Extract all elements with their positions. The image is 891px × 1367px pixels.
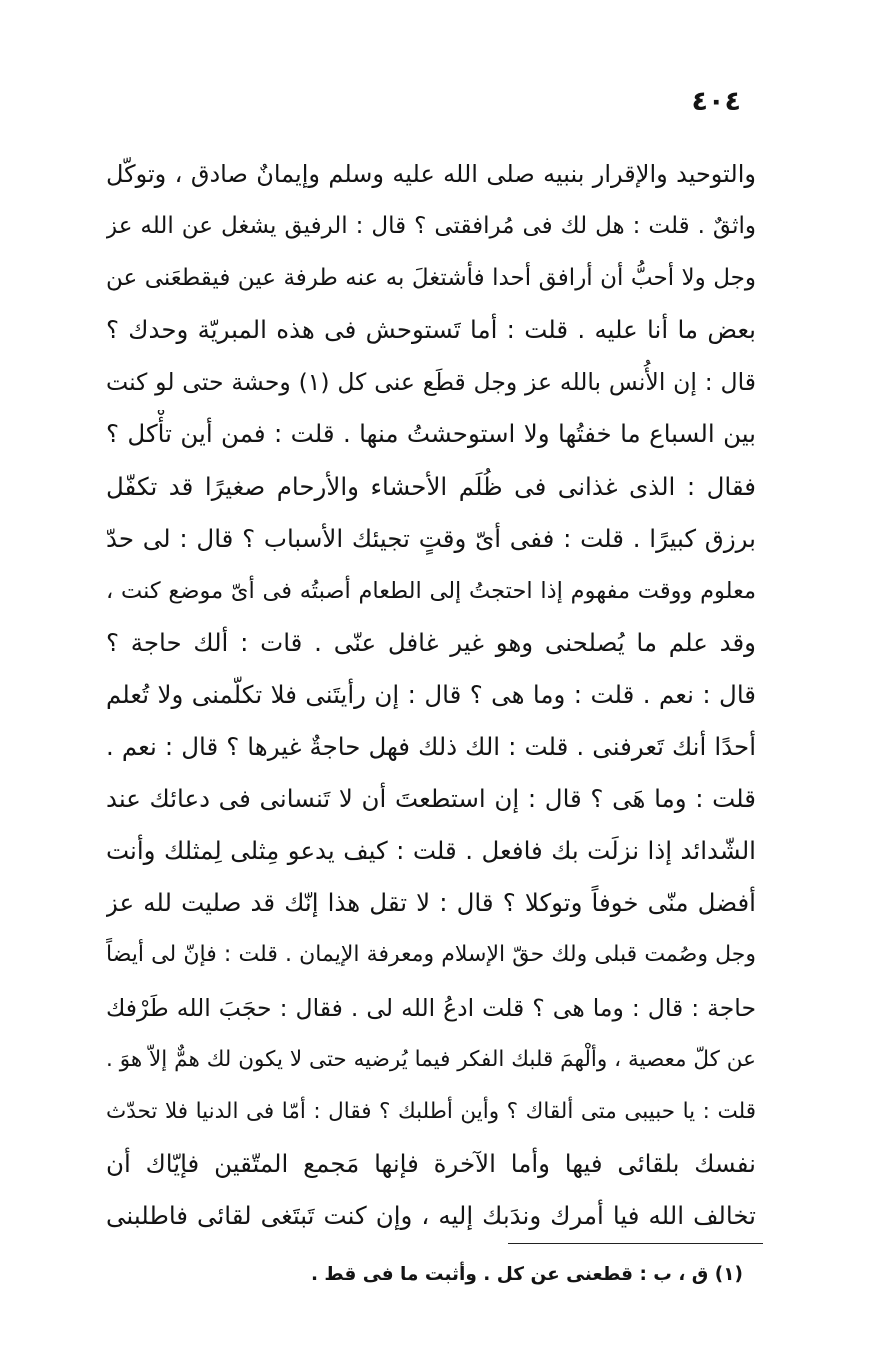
text-line: وجل وصُمت قبلى ولك حقّ الإسلام ومعرفة الإيمان . قلت : فإنّ لى أيضاً [106,942,756,968]
footnote-rule [508,1243,763,1244]
text-line: برزق كبيرًا . قلت : ففى أىّ وقتٍ تجيئك الأسباب ؟ قال : لى حدّ [106,523,756,553]
text-line: عن كلّ معصية ، وألْهمَ قلبك الفكر فيما يُرضيه حتى لا يكون لك همٌّ إلاّ هوَ . [106,1046,756,1072]
text-line: فقال : الذى غذانى فى ظُلَم الأحشاء والأرحام صغيرًا قد تكفّل [106,471,756,501]
text-line: معلوم ووقت مفهوم إذا احتجتُ إلى الطعام أصبتُه فى أىّ موضع كنت ، [106,577,756,604]
text-line: أحدًا أنك تَعرفنى . قلت : الك ذلك فهل حاجةٌ غيرها ؟ قال : نعم . [106,732,756,762]
text-line: أفضل منّى خوفاً وتوكلا ؟ قال : لا تقل هذا إنّك قد صليت لله عز [106,888,756,918]
text-line: بين السباع ما خفتُها ولا استوحشتُ منها . قلت : فمن أين تأْكل ؟ [106,419,756,449]
text-line: نفسك بلقائى فيها وأما الآخرة فإنها مَجمع المتّقين فإيّاك أن [106,1148,756,1178]
text-line: والتوحيد والإقرار بنبيه صلى الله عليه وسلم وإيمانٌ صادق ، وتوكّل [106,160,756,188]
text-line: قال : إن الأُنس بالله عز وجل قطَع عنى كل (١) وحشة حتى لو كنت [106,368,756,397]
text-line: وقد علم ما يُصلحنى وهو غير غافل عنّى . قات : ألك حاجة ؟ [106,627,756,657]
text-line: بعض ما أنا عليه . قلت : أما تَستوحش فى هذه المبريّة وحدك ؟ [106,315,756,345]
footnote: (١) ق ، ب : قطعنى عن كل . وأثبت ما فى قط . [310,1264,743,1285]
page-number: ٤٠٤ [691,86,741,117]
text-line: قلت : يا حبيبى متى ألقاك ؟ وأين أطلبك ؟ فقال : أمّا فى الدنيا فلا تحدّث [106,1098,756,1124]
text-line: الشّدائد إذا نزلَت بك فافعل . قلت : كيف يدعو مِثلى لِمثلك وأنت [106,836,756,866]
text-line: واثقٌ . قلت : هل لك فى مُرافقتى ؟ قال : الرفيق يشغل عن الله عز [106,213,756,240]
text-line: وجل ولا أحبُّ أن أرافق أحدا فأشتغلَ به عنه طرفة عين فيقطعَنى عن [106,265,756,292]
text-line: حاجة : قال : وما هى ؟ قلت ادعُ الله لى . فقال : حجَبَ الله طَرْفك [106,993,756,1022]
body-text [106,150,756,1244]
text-line: تخالف الله فيا أمرك وندَبك إليه ، وإن كنت تَبتَغى لقائى فاطلبنى [106,1200,756,1230]
text-line: قلت : وما هَى ؟ قال : إن استطعتَ أن لا تَنسانى فى دعائك عند [106,784,756,814]
text-line: قال : نعم . قلت : وما هى ؟ قال : إن رأيتَنى فلا تكلّمنى ولا تُعلم [106,679,756,709]
